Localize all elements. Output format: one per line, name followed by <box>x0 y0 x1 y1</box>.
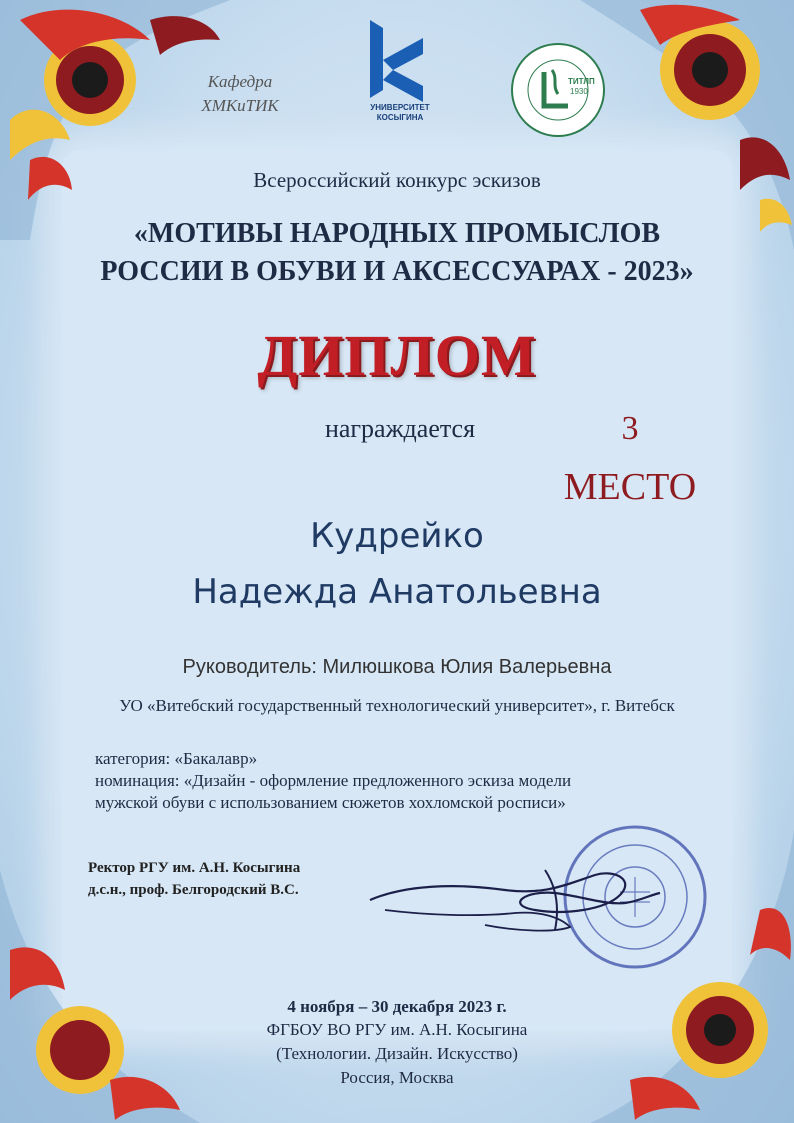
diploma-heading: ДИПЛОМ <box>257 323 537 388</box>
contest-title-line2: РОССИИ В ОБУВИ И АКСЕССУАРАХ - 2023» <box>100 256 694 287</box>
university-name: УНИВЕРСИТЕТ КОСЫГИНА <box>370 103 430 122</box>
ornament-top-left <box>0 0 230 240</box>
nomination-line1: номинация: «Дизайн - оформление предложенного эскиза модели <box>95 771 572 790</box>
category-line: категория: «Бакалавр» <box>95 749 258 768</box>
rector-name: д.с.н., проф. Белгородский В.С. <box>88 882 299 898</box>
contest-label: Всероссийский конкурс эскизов <box>253 168 541 192</box>
svg-text:ТИТЛП: ТИТЛП <box>568 77 595 86</box>
footer-location: Россия, Москва <box>340 1068 454 1087</box>
ornament-top-right <box>580 0 794 250</box>
contest-dates: 4 ноября – 30 декабря 2023 г. <box>287 997 507 1016</box>
contest-title-line1: «МОТИВЫ НАРОДНЫХ ПРОМЫСЛОВ <box>133 218 661 249</box>
svg-text:1930: 1930 <box>570 87 588 96</box>
recipient-surname: Кудрейко <box>310 516 484 556</box>
supervisor-line: Руководитель: Милюшкова Юлия Валерьевна <box>182 656 612 678</box>
institute-logo-icon <box>508 40 608 140</box>
place-word: МЕСТО <box>563 466 697 508</box>
rector-title: Ректор РГУ им. А.Н. Косыгина <box>88 860 301 876</box>
recipient-name: Надежда Анатольевна <box>192 572 602 612</box>
signature-icon <box>365 855 665 945</box>
footer-institution: ФГБОУ ВО РГУ им. А.Н. Косыгина <box>266 1020 528 1039</box>
awarded-label: награждается <box>324 414 476 443</box>
organization-line: УО «Витебский государственный технологический университет», г. Витебск <box>119 696 675 715</box>
place-number: 3 <box>621 410 639 447</box>
footer-motto: (Технологии. Дизайн. Искусство) <box>276 1044 518 1063</box>
department-label: Кафедра ХМКиТИК <box>201 72 279 115</box>
nomination-line2: мужской обуви с использованием сюжетов хохломской росписи» <box>95 793 566 812</box>
